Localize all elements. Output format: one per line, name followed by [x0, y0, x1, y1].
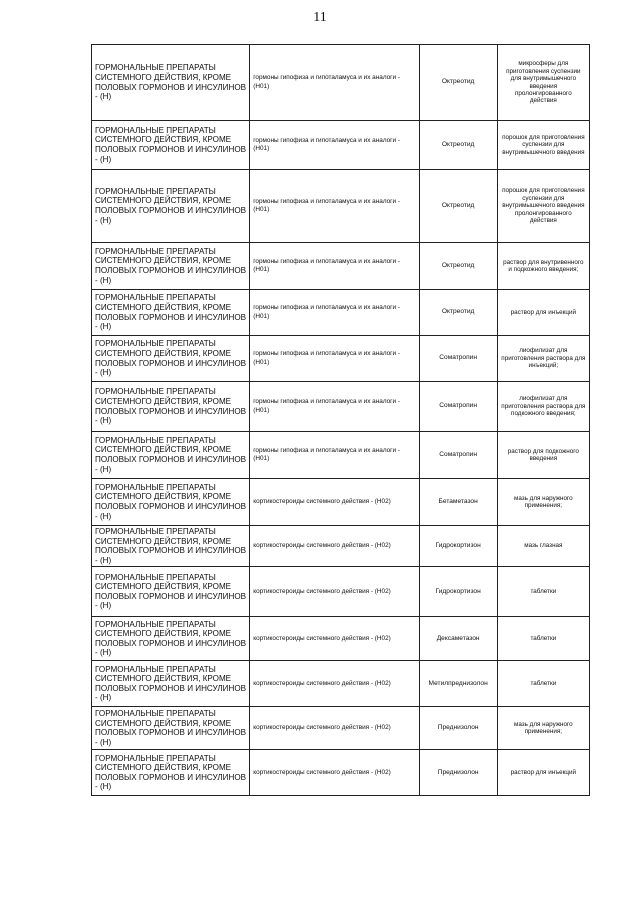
cell-subgroup: кортикостероиды системного действия - (H02): [250, 661, 419, 707]
cell-group: ГОРМОНАЛЬНЫЕ ПРЕПАРАТЫ СИСТЕМНОГО ДЕЙСТВИЯ, КРОМЕ ПОЛОВЫХ ГОРМОНОВ И ИНСУЛИНОВ - (H): [92, 432, 250, 479]
table-row: [92, 750, 590, 796]
table-row: [92, 45, 590, 121]
cell-subgroup: гормоны гипофиза и гипоталамуса и их аналоги - (H01): [250, 170, 419, 243]
table-row: [92, 432, 590, 479]
cell-drug: Преднизолон: [419, 750, 497, 796]
page-number: 11: [313, 10, 327, 25]
cell-group: ГОРМОНАЛЬНЫЕ ПРЕПАРАТЫ СИСТЕМНОГО ДЕЙСТВИЯ, КРОМЕ ПОЛОВЫХ ГОРМОНОВ И ИНСУЛИНОВ - (H): [92, 382, 250, 432]
cell-form: раствор для внутривенного и подкожного введения;: [497, 243, 589, 290]
table-row: [92, 707, 590, 750]
table-row: [92, 121, 590, 170]
cell-drug: Октреотид: [419, 290, 497, 336]
cell-subgroup: кортикостероиды системного действия - (H02): [250, 617, 419, 661]
cell-subgroup: гормоны гипофиза и гипоталамуса и их аналоги - (H01): [250, 432, 419, 479]
drug-table: [91, 44, 590, 796]
cell-drug: Дексаметазон: [419, 617, 497, 661]
cell-form: мазь для наружного применения;: [497, 707, 589, 750]
cell-group: ГОРМОНАЛЬНЫЕ ПРЕПАРАТЫ СИСТЕМНОГО ДЕЙСТВИЯ, КРОМЕ ПОЛОВЫХ ГОРМОНОВ И ИНСУЛИНОВ - (H): [92, 661, 250, 707]
cell-drug: Октреотид: [419, 121, 497, 170]
cell-subgroup: гормоны гипофиза и гипоталамуса и их аналоги - (H01): [250, 336, 419, 382]
cell-group: ГОРМОНАЛЬНЫЕ ПРЕПАРАТЫ СИСТЕМНОГО ДЕЙСТВИЯ, КРОМЕ ПОЛОВЫХ ГОРМОНОВ И ИНСУЛИНОВ - (H): [92, 479, 250, 526]
cell-form: мазь для наружного применения;: [497, 479, 589, 526]
cell-subgroup: кортикостероиды системного действия - (H02): [250, 707, 419, 750]
cell-drug: Метилпреднизолон: [419, 661, 497, 707]
cell-subgroup: кортикостероиды системного действия - (H02): [250, 526, 419, 567]
cell-form: лиофилизат для приготовления раствора для подкожного введения;: [497, 382, 589, 432]
table-row: [92, 661, 590, 707]
cell-drug: Бетаметазон: [419, 479, 497, 526]
table-row: [92, 336, 590, 382]
cell-subgroup: гормоны гипофиза и гипоталамуса и их аналоги - (H01): [250, 121, 419, 170]
cell-form: порошок для приготовления суспензии для внутримышечного введения пролонгированного действия: [497, 170, 589, 243]
cell-form: мазь глазная: [497, 526, 589, 567]
cell-subgroup: гормоны гипофиза и гипоталамуса и их аналоги - (H01): [250, 382, 419, 432]
cell-group: ГОРМОНАЛЬНЫЕ ПРЕПАРАТЫ СИСТЕМНОГО ДЕЙСТВИЯ, КРОМЕ ПОЛОВЫХ ГОРМОНОВ И ИНСУЛИНОВ - (H): [92, 336, 250, 382]
cell-group: ГОРМОНАЛЬНЫЕ ПРЕПАРАТЫ СИСТЕМНОГО ДЕЙСТВИЯ, КРОМЕ ПОЛОВЫХ ГОРМОНОВ И ИНСУЛИНОВ - (H): [92, 526, 250, 567]
cell-form: раствор для подкожного введения: [497, 432, 589, 479]
cell-group: ГОРМОНАЛЬНЫЕ ПРЕПАРАТЫ СИСТЕМНОГО ДЕЙСТВИЯ, КРОМЕ ПОЛОВЫХ ГОРМОНОВ И ИНСУЛИНОВ - (H): [92, 243, 250, 290]
cell-subgroup: гормоны гипофиза и гипоталамуса и их аналоги - (H01): [250, 290, 419, 336]
cell-form: раствор для инъекций: [497, 290, 589, 336]
cell-form: лиофилизат для приготовления раствора для инъекций;: [497, 336, 589, 382]
cell-form: порошок для приготовления суспензии для внутримышечного введения: [497, 121, 589, 170]
cell-group: ГОРМОНАЛЬНЫЕ ПРЕПАРАТЫ СИСТЕМНОГО ДЕЙСТВИЯ, КРОМЕ ПОЛОВЫХ ГОРМОНОВ И ИНСУЛИНОВ - (H): [92, 170, 250, 243]
cell-subgroup: кортикостероиды системного действия - (H02): [250, 567, 419, 617]
table-row: [92, 567, 590, 617]
cell-drug: Октреотид: [419, 170, 497, 243]
cell-group: ГОРМОНАЛЬНЫЕ ПРЕПАРАТЫ СИСТЕМНОГО ДЕЙСТВИЯ, КРОМЕ ПОЛОВЫХ ГОРМОНОВ И ИНСУЛИНОВ - (H): [92, 750, 250, 796]
cell-form: таблетки: [497, 661, 589, 707]
table-row: [92, 526, 590, 567]
cell-drug: Гидрокортизон: [419, 526, 497, 567]
cell-group: ГОРМОНАЛЬНЫЕ ПРЕПАРАТЫ СИСТЕМНОГО ДЕЙСТВИЯ, КРОМЕ ПОЛОВЫХ ГОРМОНОВ И ИНСУЛИНОВ - (H): [92, 290, 250, 336]
table-row: [92, 170, 590, 243]
table-row: [92, 243, 590, 290]
cell-form: раствор для инъекций: [497, 750, 589, 796]
cell-group: ГОРМОНАЛЬНЫЕ ПРЕПАРАТЫ СИСТЕМНОГО ДЕЙСТВИЯ, КРОМЕ ПОЛОВЫХ ГОРМОНОВ И ИНСУЛИНОВ - (H): [92, 617, 250, 661]
cell-subgroup: гормоны гипофиза и гипоталамуса и их аналоги - (H01): [250, 45, 419, 121]
cell-group: ГОРМОНАЛЬНЫЕ ПРЕПАРАТЫ СИСТЕМНОГО ДЕЙСТВИЯ, КРОМЕ ПОЛОВЫХ ГОРМОНОВ И ИНСУЛИНОВ - (H): [92, 707, 250, 750]
cell-subgroup: кортикостероиды системного действия - (H02): [250, 750, 419, 796]
cell-group: ГОРМОНАЛЬНЫЕ ПРЕПАРАТЫ СИСТЕМНОГО ДЕЙСТВИЯ, КРОМЕ ПОЛОВЫХ ГОРМОНОВ И ИНСУЛИНОВ - (H): [92, 45, 250, 121]
table-row: [92, 382, 590, 432]
cell-group: ГОРМОНАЛЬНЫЕ ПРЕПАРАТЫ СИСТЕМНОГО ДЕЙСТВИЯ, КРОМЕ ПОЛОВЫХ ГОРМОНОВ И ИНСУЛИНОВ - (H): [92, 567, 250, 617]
cell-drug: Октреотид: [419, 45, 497, 121]
table-row: [92, 290, 590, 336]
cell-drug: Октреотид: [419, 243, 497, 290]
table-row: [92, 479, 590, 526]
cell-drug: Соматропин: [419, 382, 497, 432]
cell-drug: Соматропин: [419, 336, 497, 382]
cell-form: таблетки: [497, 617, 589, 661]
table-row: [92, 617, 590, 661]
cell-group: ГОРМОНАЛЬНЫЕ ПРЕПАРАТЫ СИСТЕМНОГО ДЕЙСТВИЯ, КРОМЕ ПОЛОВЫХ ГОРМОНОВ И ИНСУЛИНОВ - (H): [92, 121, 250, 170]
cell-form: таблетки: [497, 567, 589, 617]
cell-drug: Гидрокортизон: [419, 567, 497, 617]
cell-form: микросферы для приготовления суспензии для внутримышечного введения пролонгированного действия: [497, 45, 589, 121]
cell-subgroup: кортикостероиды системного действия - (H02): [250, 479, 419, 526]
cell-drug: Преднизолон: [419, 707, 497, 750]
drug-table-body: [92, 45, 590, 796]
cell-subgroup: гормоны гипофиза и гипоталамуса и их аналоги - (H01): [250, 243, 419, 290]
cell-drug: Соматропин: [419, 432, 497, 479]
